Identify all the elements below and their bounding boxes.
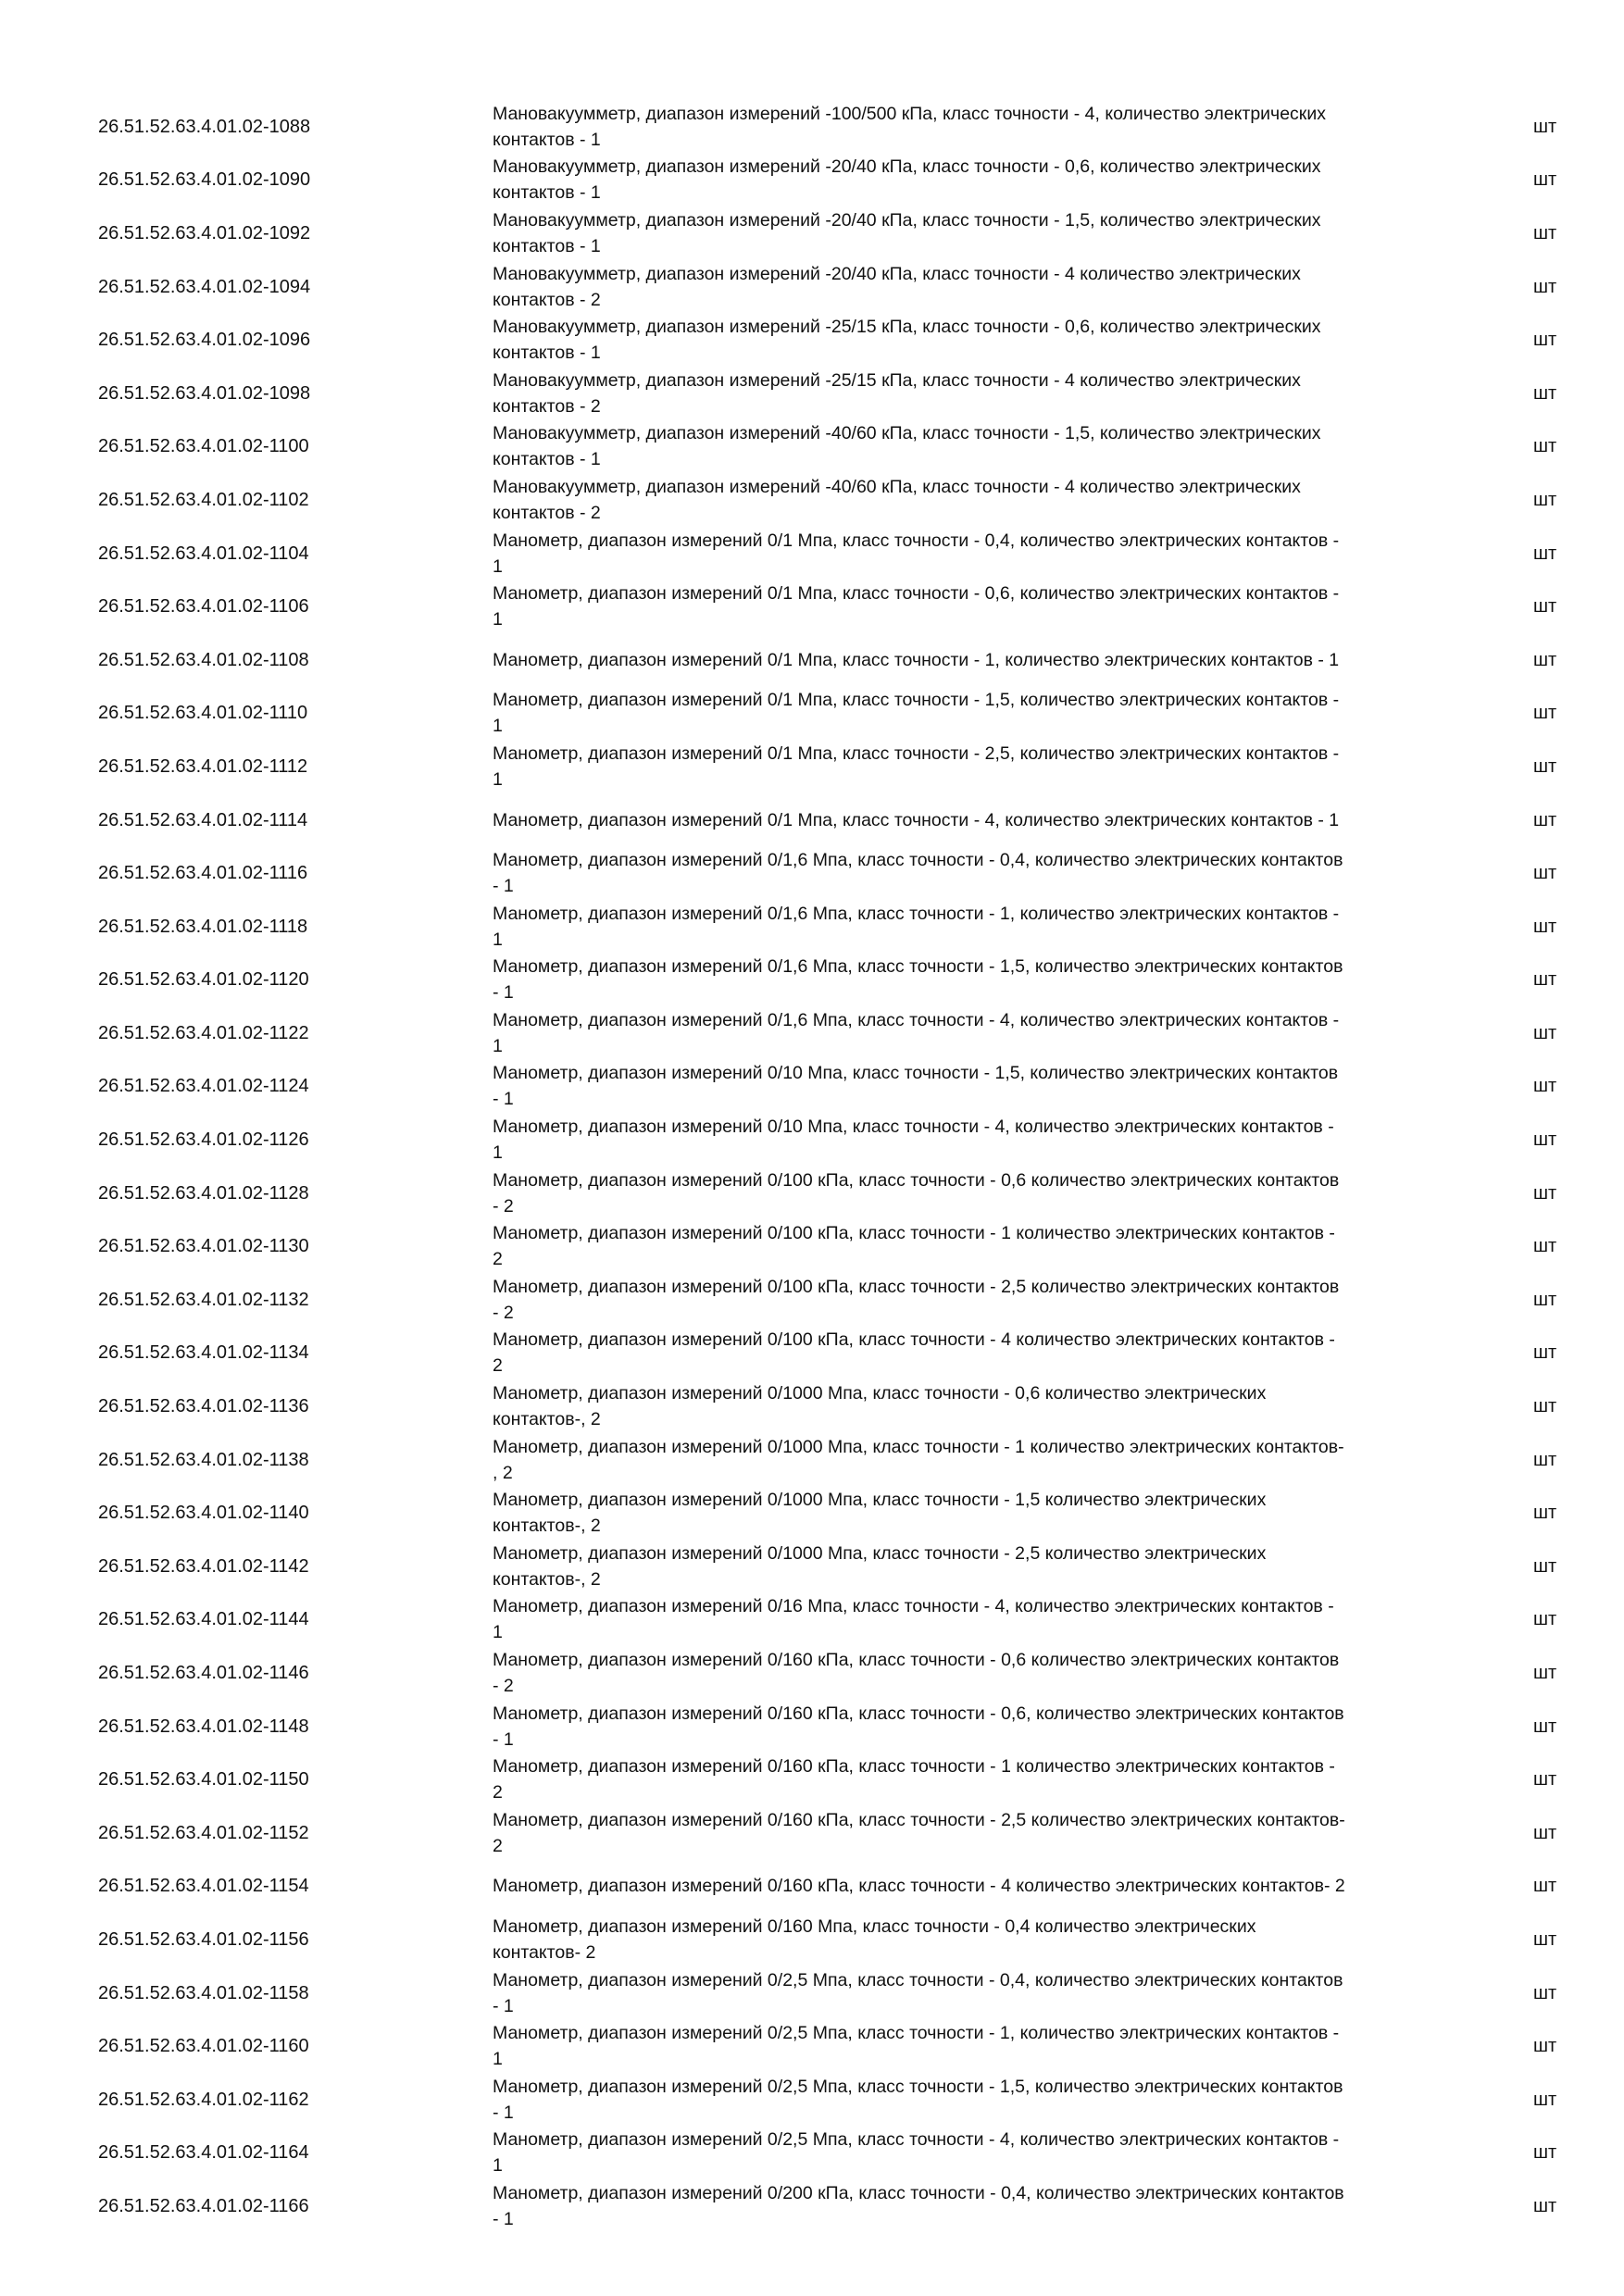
item-code: 26.51.52.63.4.01.02-1144	[98, 1609, 309, 1630]
item-description: Мановакуумметр, диапазон измерений -40/60 кПа, класс точности - 4 количество электрических контактов - 2	[493, 476, 1301, 523]
item-code: 26.51.52.63.4.01.02-1152	[98, 1822, 309, 1843]
item-description: Манометр, диапазон измерений 0/1000 Мпа, класс точности - 0,6 количество электрических контактов-, 2	[493, 1383, 1267, 1430]
table-row	[0, 313, 1624, 367]
item-code: 26.51.52.63.4.01.02-1136	[98, 1396, 309, 1417]
item-description: Манометр, диапазон измерений 0/160 кПа, класс точности - 1 количество электрических контактов - 2	[493, 1756, 1335, 1803]
item-description: Манометр, диапазон измерений 0/10 Мпа, класс точности - 4, количество электрических контактов - 1	[493, 1117, 1334, 1164]
item-code: 26.51.52.63.4.01.02-1118	[98, 916, 308, 937]
item-code: 26.51.52.63.4.01.02-1120	[98, 969, 309, 991]
table-row	[0, 1913, 1624, 1966]
item-description: Манометр, диапазон измерений 0/1000 Мпа, класс точности - 2,5 количество электрических контактов-, 2	[493, 1542, 1267, 1590]
item-code: 26.51.52.63.4.01.02-1164	[98, 2142, 309, 2164]
item-unit: шт	[1533, 1609, 1557, 1630]
item-unit: шт	[1533, 1716, 1557, 1737]
item-code: 26.51.52.63.4.01.02-1104	[98, 543, 309, 564]
table-row	[0, 580, 1624, 633]
item-code: 26.51.52.63.4.01.02-1160	[98, 2036, 309, 2057]
item-code: 26.51.52.63.4.01.02-1114	[98, 809, 308, 830]
item-unit: шт	[1533, 1449, 1557, 1470]
item-unit: шт	[1533, 1342, 1557, 1364]
item-code: 26.51.52.63.4.01.02-1126	[98, 1129, 309, 1151]
table-row	[0, 260, 1624, 314]
item-unit: шт	[1533, 382, 1557, 404]
item-code: 26.51.52.63.4.01.02-1102	[98, 489, 309, 510]
item-unit: шт	[1533, 1503, 1557, 1524]
item-code: 26.51.52.63.4.01.02-1140	[98, 1503, 309, 1524]
item-code: 26.51.52.63.4.01.02-1142	[98, 1555, 309, 1577]
item-unit: шт	[1533, 1822, 1557, 1843]
item-description: Манометр, диапазон измерений 0/160 Мпа, класс точности - 0,4 количество электрических контактов- 2	[493, 1915, 1256, 1963]
table-row	[0, 740, 1624, 793]
item-code: 26.51.52.63.4.01.02-1158	[98, 1982, 309, 2003]
table-row	[0, 687, 1624, 741]
table-row	[0, 1219, 1624, 1273]
item-unit: шт	[1533, 1076, 1557, 1097]
item-code: 26.51.52.63.4.01.02-1156	[98, 1928, 309, 1950]
item-description: Манометр, диапазон измерений 0/100 кПа, класс точности - 1 количество электрических контактов - 2	[493, 1223, 1335, 1270]
table-row	[0, 1273, 1624, 1327]
item-description: Манометр, диапазон измерений 0/100 кПа, класс точности - 4 количество электрических контактов - 2	[493, 1329, 1335, 1377]
item-code: 26.51.52.63.4.01.02-1106	[98, 596, 309, 618]
item-description: Манометр, диапазон измерений 0/1000 Мпа, класс точности - 1,5 количество электрических контактов-, 2	[493, 1490, 1267, 1537]
item-unit: шт	[1533, 116, 1557, 137]
item-code: 26.51.52.63.4.01.02-1150	[98, 1769, 309, 1791]
item-description: Мановакуумметр, диапазон измерений -25/15 кПа, класс точности - 4 количество электрических контактов - 2	[493, 369, 1301, 417]
item-unit: шт	[1533, 649, 1557, 670]
item-description: Манометр, диапазон измерений 0/1 Мпа, класс точности - 1, количество электрических контактов - 1	[493, 649, 1340, 670]
item-code: 26.51.52.63.4.01.02-1094	[98, 276, 311, 297]
table-row	[0, 154, 1624, 207]
table-row	[0, 1540, 1624, 1593]
item-unit: шт	[1533, 1182, 1557, 1204]
item-description: Манометр, диапазон измерений 0/200 кПа, класс точности - 0,4, количество электрических контактов - 1	[493, 2182, 1344, 2229]
item-unit: шт	[1533, 1129, 1557, 1151]
item-code: 26.51.52.63.4.01.02-1092	[98, 222, 311, 243]
table-row	[0, 2073, 1624, 2127]
table-row	[0, 473, 1624, 527]
table-row	[0, 1806, 1624, 1860]
table-row	[0, 1167, 1624, 1220]
table-row	[0, 1646, 1624, 1700]
item-description: Манометр, диапазон измерений 0/2,5 Мпа, класс точности - 1,5, количество электрических контактов - 1	[493, 2076, 1343, 2123]
item-code: 26.51.52.63.4.01.02-1100	[98, 436, 309, 457]
item-code: 26.51.52.63.4.01.02-1130	[98, 1236, 309, 1257]
item-description: Манометр, диапазон измерений 0/160 кПа, класс точности - 4 количество электрических контактов- 2	[493, 1876, 1345, 1897]
item-description: Манометр, диапазон измерений 0/1,6 Мпа, класс точности - 1, количество электрических контактов - 1	[493, 903, 1340, 950]
item-code: 26.51.52.63.4.01.02-1122	[98, 1022, 309, 1043]
item-description: Манометр, диапазон измерений 0/160 кПа, класс точности - 0,6 количество электрических контактов - 2	[493, 1650, 1340, 1697]
item-unit: шт	[1533, 2195, 1557, 2216]
item-description: Манометр, диапазон измерений 0/100 кПа, класс точности - 2,5 количество электрических контактов - 2	[493, 1276, 1340, 1323]
item-code: 26.51.52.63.4.01.02-1088	[98, 116, 311, 137]
item-code: 26.51.52.63.4.01.02-1166	[98, 2195, 309, 2216]
table-row	[0, 1753, 1624, 1806]
table-row	[0, 1113, 1624, 1167]
item-description: Манометр, диапазон измерений 0/1 Мпа, класс точности - 4, количество электрических контактов - 1	[493, 809, 1340, 830]
table-row	[0, 1327, 1624, 1380]
item-code: 26.51.52.63.4.01.02-1112	[98, 755, 308, 777]
item-unit: шт	[1533, 969, 1557, 991]
item-unit: шт	[1533, 543, 1557, 564]
item-unit: шт	[1533, 1396, 1557, 1417]
item-description: Манометр, диапазон измерений 0/1,6 Мпа, класс точности - 1,5, количество электрических контактов - 1	[493, 956, 1343, 1004]
item-unit: шт	[1533, 1876, 1557, 1897]
item-code: 26.51.52.63.4.01.02-1138	[98, 1449, 309, 1470]
item-unit: шт	[1533, 330, 1557, 351]
item-unit: шт	[1533, 809, 1557, 830]
item-unit: шт	[1533, 863, 1557, 884]
item-description: Манометр, диапазон измерений 0/1,6 Мпа, класс точности - 4, количество электрических контактов - 1	[493, 1009, 1340, 1056]
item-code: 26.51.52.63.4.01.02-1146	[98, 1663, 309, 1684]
item-description: Мановакуумметр, диапазон измерений -20/40 кПа, класс точности - 4 количество электрических контактов - 2	[493, 263, 1301, 310]
price-list-table	[0, 100, 1624, 2233]
table-row	[0, 1006, 1624, 1060]
item-unit: шт	[1533, 1928, 1557, 1950]
table-row	[0, 100, 1624, 154]
table-row	[0, 1433, 1624, 1487]
item-code: 26.51.52.63.4.01.02-1154	[98, 1876, 309, 1897]
item-description: Манометр, диапазон измерений 0/100 кПа, класс точности - 0,6 количество электрических контактов - 2	[493, 1169, 1340, 1217]
item-description: Мановакуумметр, диапазон измерений -40/60 кПа, класс точности - 1,5, количество электрических контактов - 1	[493, 423, 1321, 470]
item-description: Манометр, диапазон измерений 0/160 кПа, класс точности - 0,6, количество электрических контактов - 1	[493, 1703, 1344, 1750]
item-description: Манометр, диапазон измерений 0/1 Мпа, класс точности - 0,6, количество электрических контактов - 1	[493, 583, 1340, 630]
item-code: 26.51.52.63.4.01.02-1108	[98, 649, 309, 670]
item-code: 26.51.52.63.4.01.02-1134	[98, 1342, 309, 1364]
item-unit: шт	[1533, 1982, 1557, 2003]
item-unit: шт	[1533, 1236, 1557, 1257]
item-unit: шт	[1533, 1289, 1557, 1310]
item-description: Манометр, диапазон измерений 0/160 кПа, класс точности - 2,5 количество электрических контактов- 2	[493, 1809, 1345, 1856]
item-code: 26.51.52.63.4.01.02-1096	[98, 330, 311, 351]
item-description: Мановакуумметр, диапазон измерений -20/40 кПа, класс точности - 1,5, количество электрических контактов - 1	[493, 209, 1321, 256]
table-row	[0, 367, 1624, 420]
item-unit: шт	[1533, 436, 1557, 457]
item-description: Манометр, диапазон измерений 0/10 Мпа, класс точности - 1,5, количество электрических контактов - 1	[493, 1063, 1339, 1110]
item-code: 26.51.52.63.4.01.02-1132	[98, 1289, 309, 1310]
item-description: Манометр, диапазон измерений 0/1,6 Мпа, класс точности - 0,4, количество электрических контактов - 1	[493, 850, 1343, 897]
item-unit: шт	[1533, 2089, 1557, 2110]
item-unit: шт	[1533, 703, 1557, 724]
table-row	[0, 1379, 1624, 1433]
table-row	[0, 527, 1624, 580]
item-unit: шт	[1533, 2142, 1557, 2164]
item-unit: шт	[1533, 916, 1557, 937]
item-unit: шт	[1533, 222, 1557, 243]
table-row	[0, 420, 1624, 474]
item-code: 26.51.52.63.4.01.02-1090	[98, 169, 311, 191]
table-row	[0, 633, 1624, 687]
item-description: Мановакуумметр, диапазон измерений -25/15 кПа, класс точности - 0,6, количество электрических контактов - 1	[493, 317, 1321, 364]
item-unit: шт	[1533, 1555, 1557, 1577]
item-code: 26.51.52.63.4.01.02-1116	[98, 863, 308, 884]
item-code: 26.51.52.63.4.01.02-1148	[98, 1716, 309, 1737]
item-unit: шт	[1533, 596, 1557, 618]
table-row	[0, 793, 1624, 847]
item-description: Манометр, диапазон измерений 0/2,5 Мпа, класс точности - 1, количество электрических контактов - 1	[493, 2023, 1340, 2070]
item-unit: шт	[1533, 1769, 1557, 1791]
item-description: Манометр, диапазон измерений 0/1 Мпа, класс точности - 1,5, количество электрических контактов - 1	[493, 690, 1340, 737]
item-unit: шт	[1533, 1663, 1557, 1684]
table-row	[0, 900, 1624, 954]
item-description: Манометр, диапазон измерений 0/1 Мпа, класс точности - 2,5, количество электрических контактов - 1	[493, 742, 1340, 790]
item-description: Манометр, диапазон измерений 0/2,5 Мпа, класс точности - 0,4, количество электрических контактов - 1	[493, 1969, 1343, 2016]
table-row	[0, 2019, 1624, 2073]
table-row	[0, 1700, 1624, 1753]
table-row	[0, 1966, 1624, 2020]
item-code: 26.51.52.63.4.01.02-1128	[98, 1182, 309, 1204]
table-row	[0, 1593, 1624, 1647]
item-unit: шт	[1533, 169, 1557, 191]
table-row	[0, 1060, 1624, 1114]
item-description: Манометр, диапазон измерений 0/1000 Мпа, класс точности - 1 количество электрических контактов- , 2	[493, 1436, 1344, 1483]
table-row	[0, 846, 1624, 900]
item-unit: шт	[1533, 755, 1557, 777]
table-row	[0, 2179, 1624, 2233]
table-row	[0, 206, 1624, 260]
item-description: Мановакуумметр, диапазон измерений -100/500 кПа, класс точности - 4, количество электрических контактов - 1	[493, 103, 1326, 150]
item-description: Мановакуумметр, диапазон измерений -20/40 кПа, класс точности - 0,6, количество электрических контактов - 1	[493, 156, 1321, 204]
table-row	[0, 1486, 1624, 1540]
item-description: Манометр, диапазон измерений 0/1 Мпа, класс точности - 0,4, количество электрических контактов - 1	[493, 530, 1340, 577]
item-description: Манометр, диапазон измерений 0/16 Мпа, класс точности - 4, количество электрических контактов - 1	[493, 1596, 1334, 1643]
table-row	[0, 1860, 1624, 1914]
item-unit: шт	[1533, 276, 1557, 297]
item-code: 26.51.52.63.4.01.02-1098	[98, 382, 311, 404]
item-description: Манометр, диапазон измерений 0/2,5 Мпа, класс точности - 4, количество электрических контактов - 1	[493, 2129, 1340, 2177]
item-code: 26.51.52.63.4.01.02-1124	[98, 1076, 309, 1097]
item-unit: шт	[1533, 489, 1557, 510]
item-unit: шт	[1533, 2036, 1557, 2057]
item-code: 26.51.52.63.4.01.02-1110	[98, 703, 308, 724]
item-code: 26.51.52.63.4.01.02-1162	[98, 2089, 309, 2110]
table-row	[0, 2127, 1624, 2180]
table-row	[0, 954, 1624, 1007]
item-unit: шт	[1533, 1022, 1557, 1043]
